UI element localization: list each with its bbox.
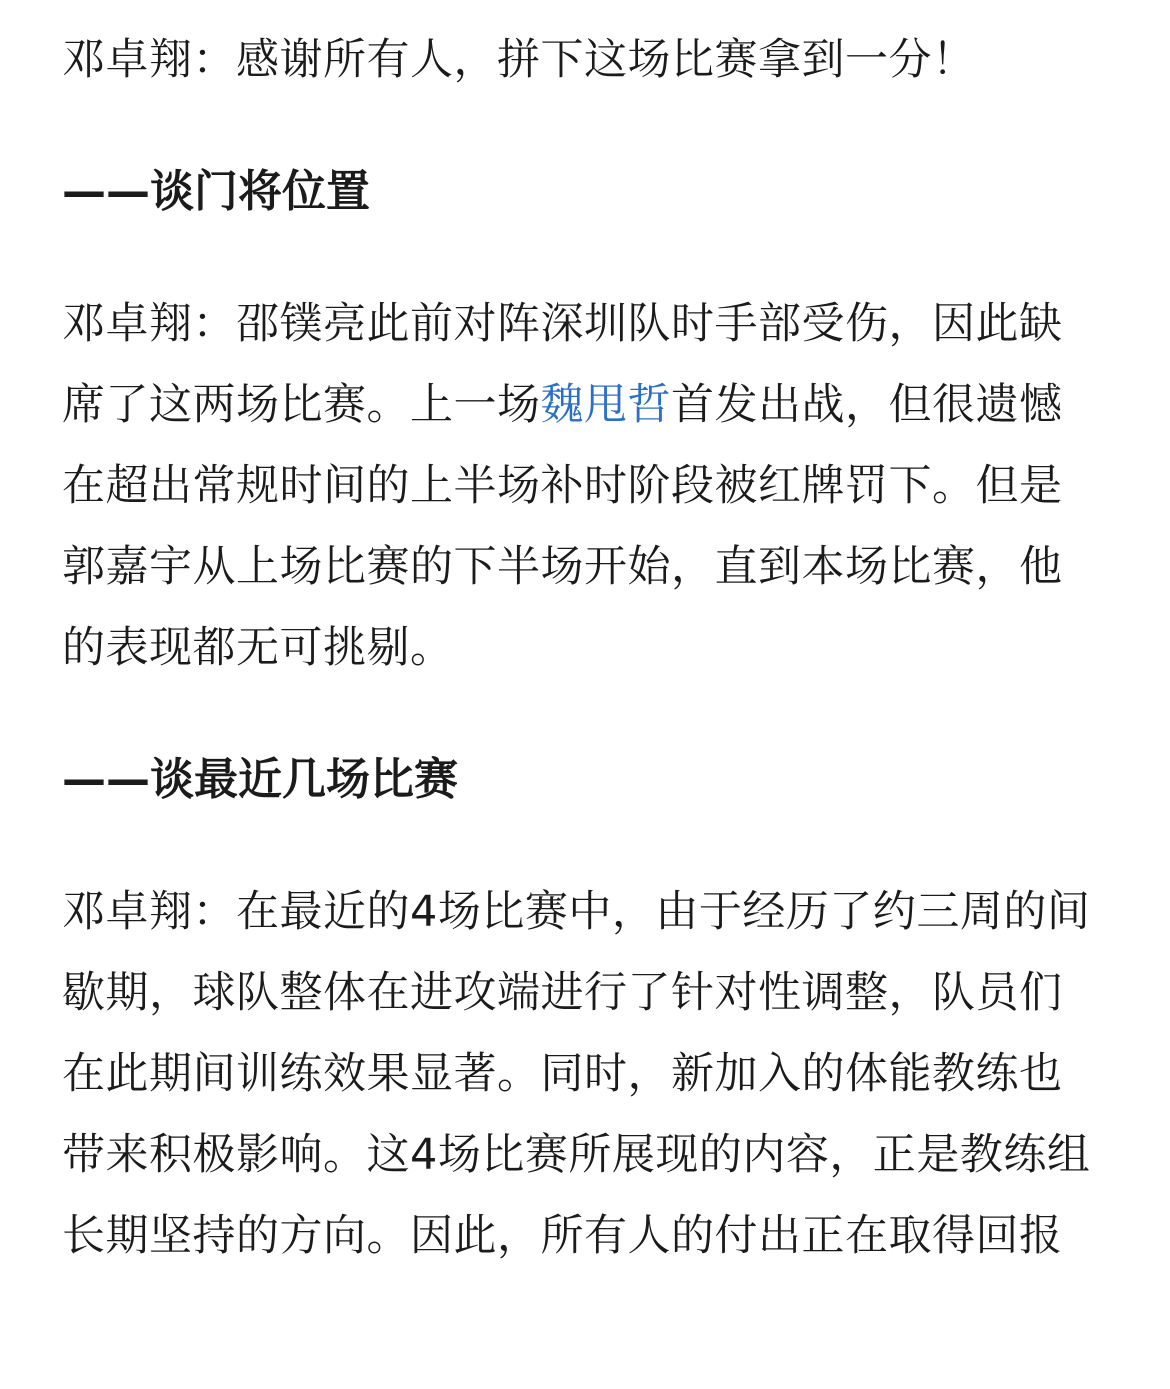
paragraph-goalkeeper xyxy=(62,284,1092,689)
paragraph-goalkeeper-text-before: 邓卓翔：邵镤亮此前对阵深圳队时手部受伤，因此缺席了这两场比赛。上一场 xyxy=(62,299,1063,430)
section-heading-goalkeeper: ——谈门将位置 xyxy=(62,166,370,217)
article-body xyxy=(62,20,1092,1277)
section-heading-recent-matches: ——谈最近几场比赛 xyxy=(62,754,458,805)
spacer xyxy=(62,689,1092,739)
spacer xyxy=(62,820,1092,872)
spacer xyxy=(62,232,1092,284)
paragraph-recent-matches: 邓卓翔：在最近的4场比赛中，由于经历了约三周的间歇期，球队整体在进攻端进行了针对性调整，队员们在此期间训练效果显著。同时，新加入的体能教练也带来积极影响。这4场比赛所展现的内容，正是教练组长期坚持的方向。因此，所有人的付出正在取得回报 xyxy=(62,887,1091,1261)
paragraph-goalkeeper-text-after: 首发出战，但很遗憾在超出常规时间的上半场补时阶段被红牌罚下。但是郭嘉宇从上场比赛的下半场开始，直到本场比赛，他的表现都无可挑剔。 xyxy=(62,380,1063,673)
paragraph-thanks: 邓卓翔：感谢所有人，拼下这场比赛拿到一分！ xyxy=(62,35,976,85)
spacer xyxy=(62,101,1092,151)
player-link[interactable]: 魏甩哲 xyxy=(540,380,671,430)
